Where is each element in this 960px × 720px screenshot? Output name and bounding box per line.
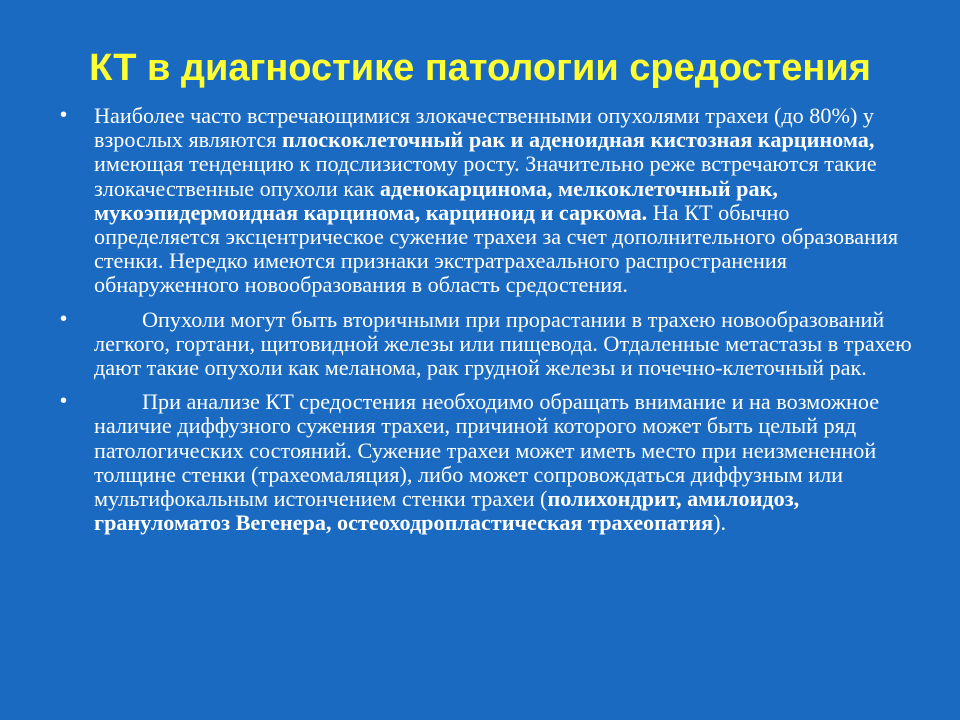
bullet-item-2 bbox=[56, 308, 912, 381]
bullet-item-3 bbox=[56, 390, 912, 535]
bullet-item-1 bbox=[56, 104, 912, 298]
paragraph-3-text-1: При анализе КТ средостения необходимо обращать внимание и на возможное наличие диффузного сужения трахеи, причиной которого может быть целый ряд патологических состояний. Сужение трахеи может иметь место при неизмененной толщине стенки (трахеомаляция), либо может сопровождаться диффузным или мультифокальным истончением стенки трахеи ( bbox=[94, 389, 880, 512]
slide-body bbox=[56, 104, 912, 545]
paragraph-3-bold-1: полихондрит, амилоидоз, грануломатоз Вегенера, остеоходропластическая трахеопатия bbox=[94, 486, 800, 536]
paragraph-1-bold-2: аденокарцинома, мелкоклеточный рак, мукоэпидермоидная карцинома, карциноид и саркома. bbox=[94, 175, 778, 225]
bullet-icon: • bbox=[60, 390, 68, 413]
paragraph-1-bold-1: плоскоклеточный рак и аденоидная кистозная карцинома, bbox=[281, 127, 875, 153]
paragraph-3-text-2: ). bbox=[713, 510, 727, 536]
paragraph-1-text-2: имеющая тенденцию к подслизистому росту. Значительно реже встречаются такие злокачественные опухоли как bbox=[94, 151, 877, 201]
bullet-icon: • bbox=[60, 307, 68, 330]
bullet-icon: • bbox=[60, 104, 68, 126]
slide-title: КТ в диагностике патологии средостения bbox=[89, 47, 871, 89]
paragraph-2-text-1: Опухоли могут быть вторичными при прорастании в трахею новообразований легкого, гортани, щитовидной железы или пищевода. Отдаленные метастазы в трахею дают такие опухоли как меланома, рак грудной железы и почечно-клеточный рак. bbox=[94, 306, 912, 381]
paragraph-1-text-1: Наиболее часто встречающимися злокачественными опухолями трахеи (до 80%) у взрослых являются bbox=[94, 103, 874, 153]
paragraph-1-text-3: На КТ обычно определяется эксцентрическое сужение трахеи за счет дополнительного образования стенки. Нередко имеются признаки экстратрахеального распространения обнаруженного новообразования в область средостения. bbox=[94, 199, 899, 298]
